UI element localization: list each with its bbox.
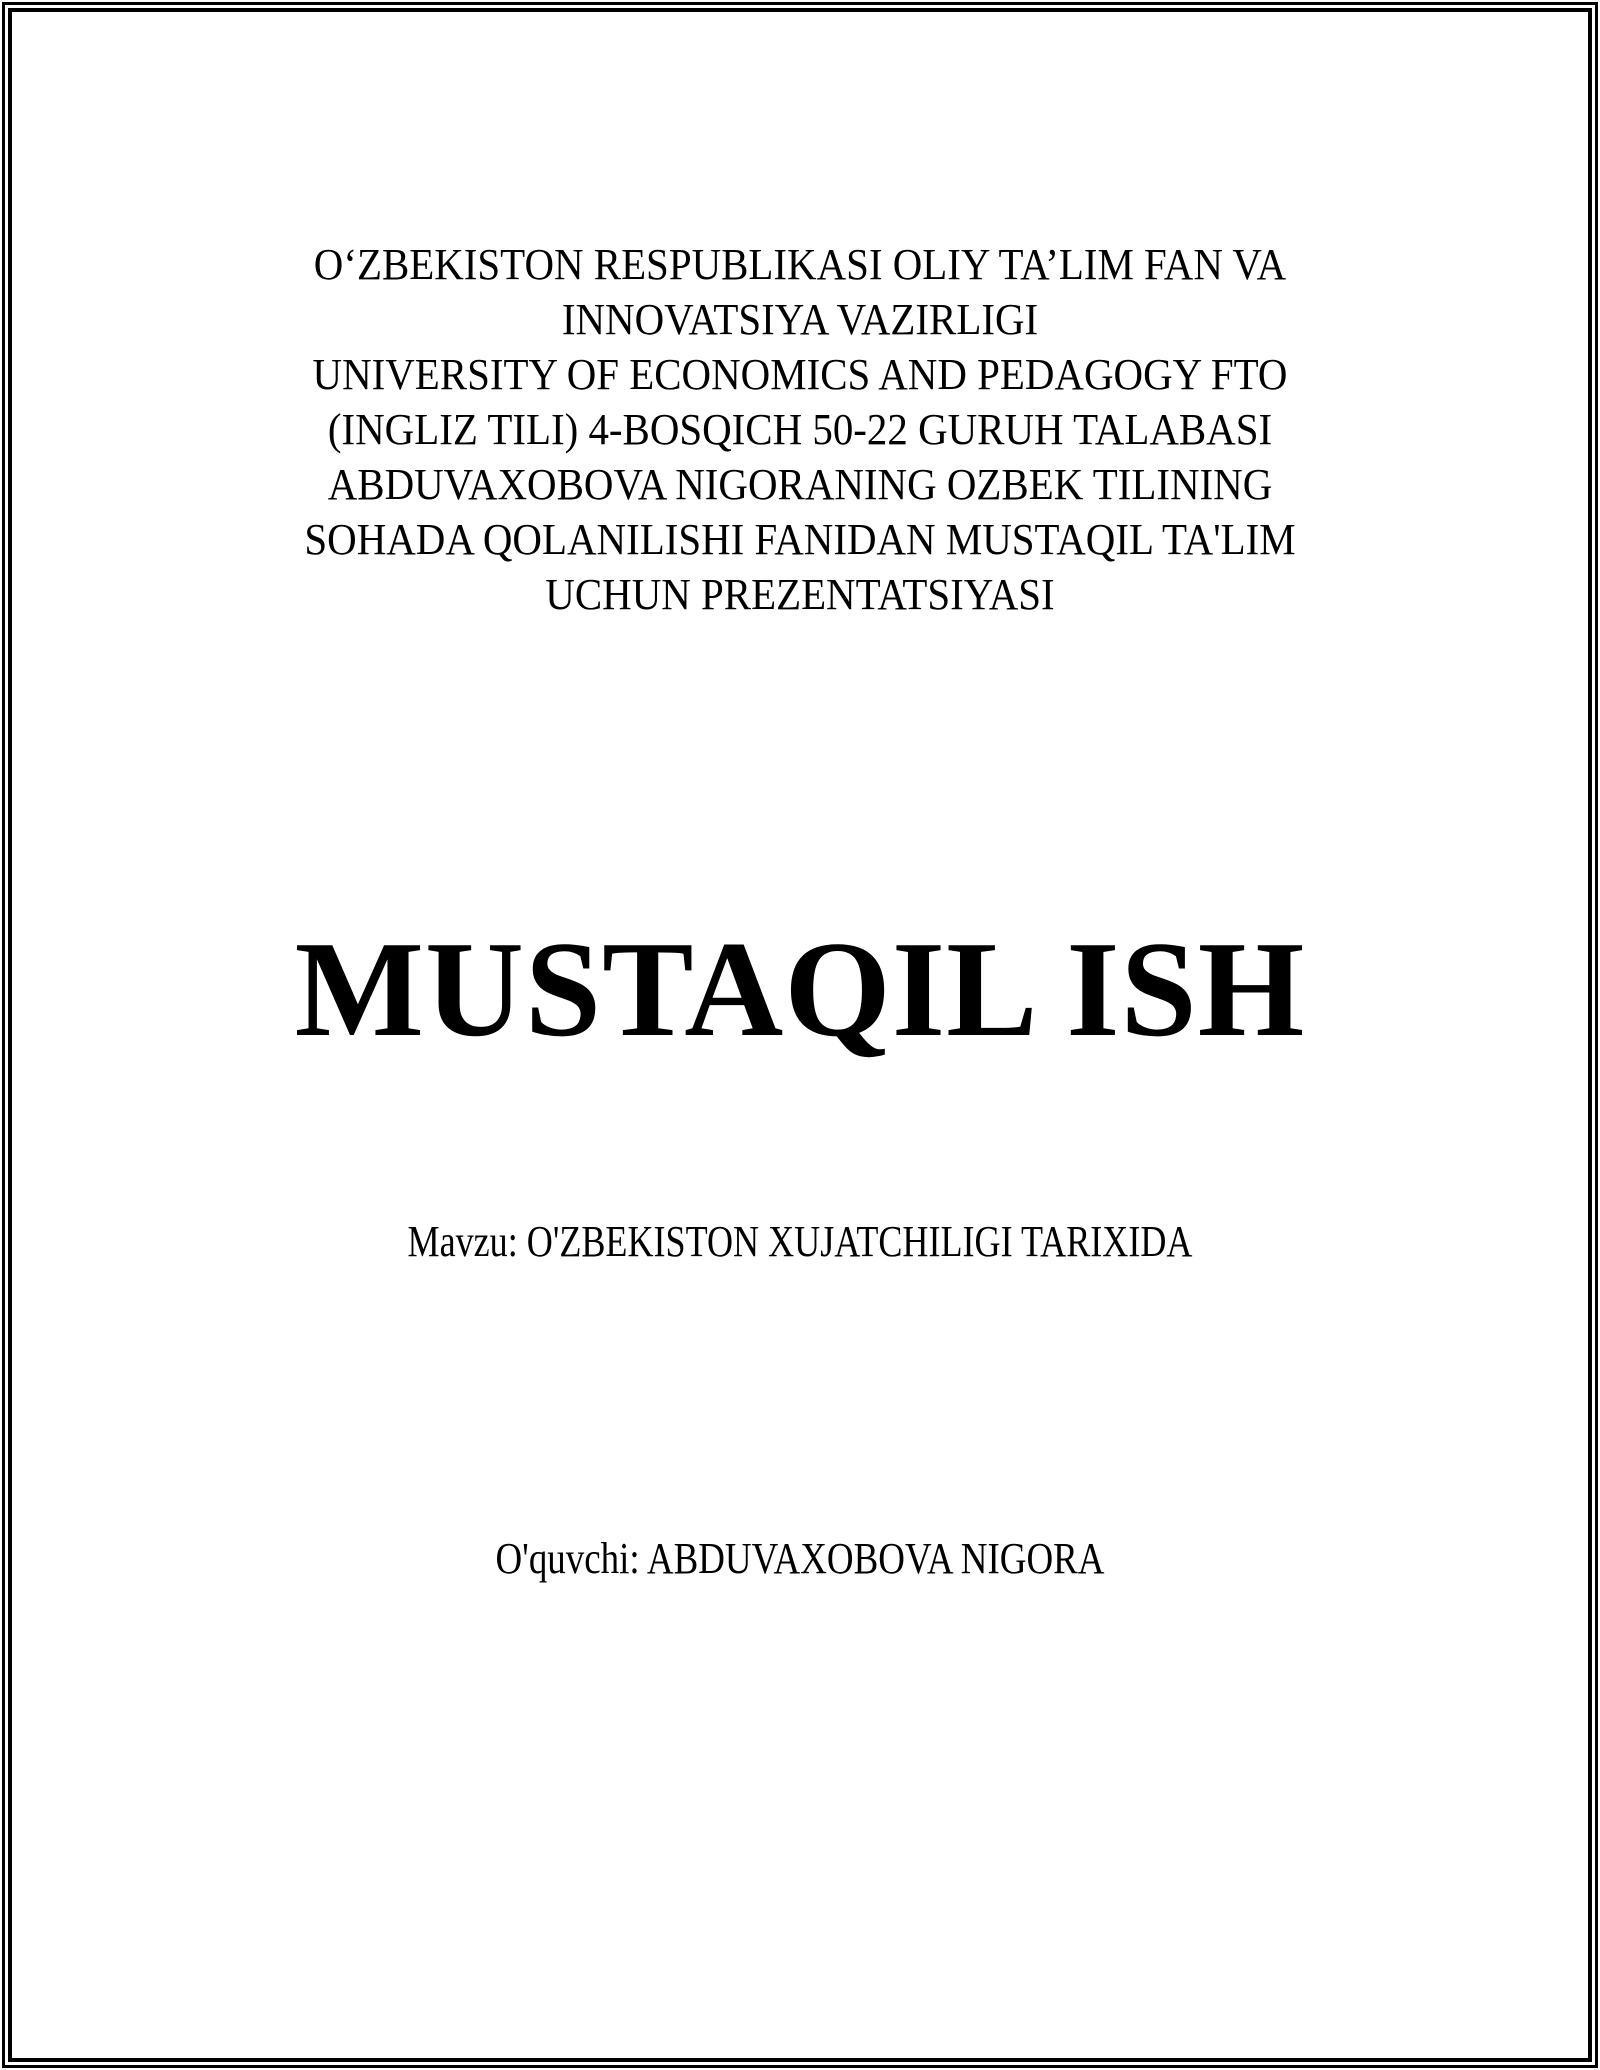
header-line: (INGLIZ TILI) 4-BOSQICH 50-22 GURUH TALABASI (327, 405, 1273, 454)
header-line: UNIVERSITY OF ECONOMICS AND PEDAGOGY FTO (312, 350, 1288, 399)
header-line: SOHADA QOLANILISHI FANIDAN MUSTAQIL TA'LIM (304, 515, 1296, 564)
student-line: O'quvchi: ABDUVAXOBOVA NIGORA (495, 1534, 1105, 1583)
header-line: INNOVATSIYA VAZIRLIGI (561, 295, 1039, 344)
header-line: ABDUVAXOBOVA NIGORANING OZBEK TILINING (327, 460, 1273, 509)
ministry-header (56, 237, 1544, 622)
header-line: UCHUN PREZENTATSIYASI (545, 570, 1055, 619)
document-title: MUSTAQIL ISH (294, 913, 1306, 1065)
topic-line: Mavzu: O'ZBEKISTON XUJATCHILIGI TARIXIDA (407, 1217, 1193, 1266)
header-line: O‘ZBEKISTON RESPUBLIKASI OLIY TA’LIM FAN VA (313, 240, 1287, 289)
